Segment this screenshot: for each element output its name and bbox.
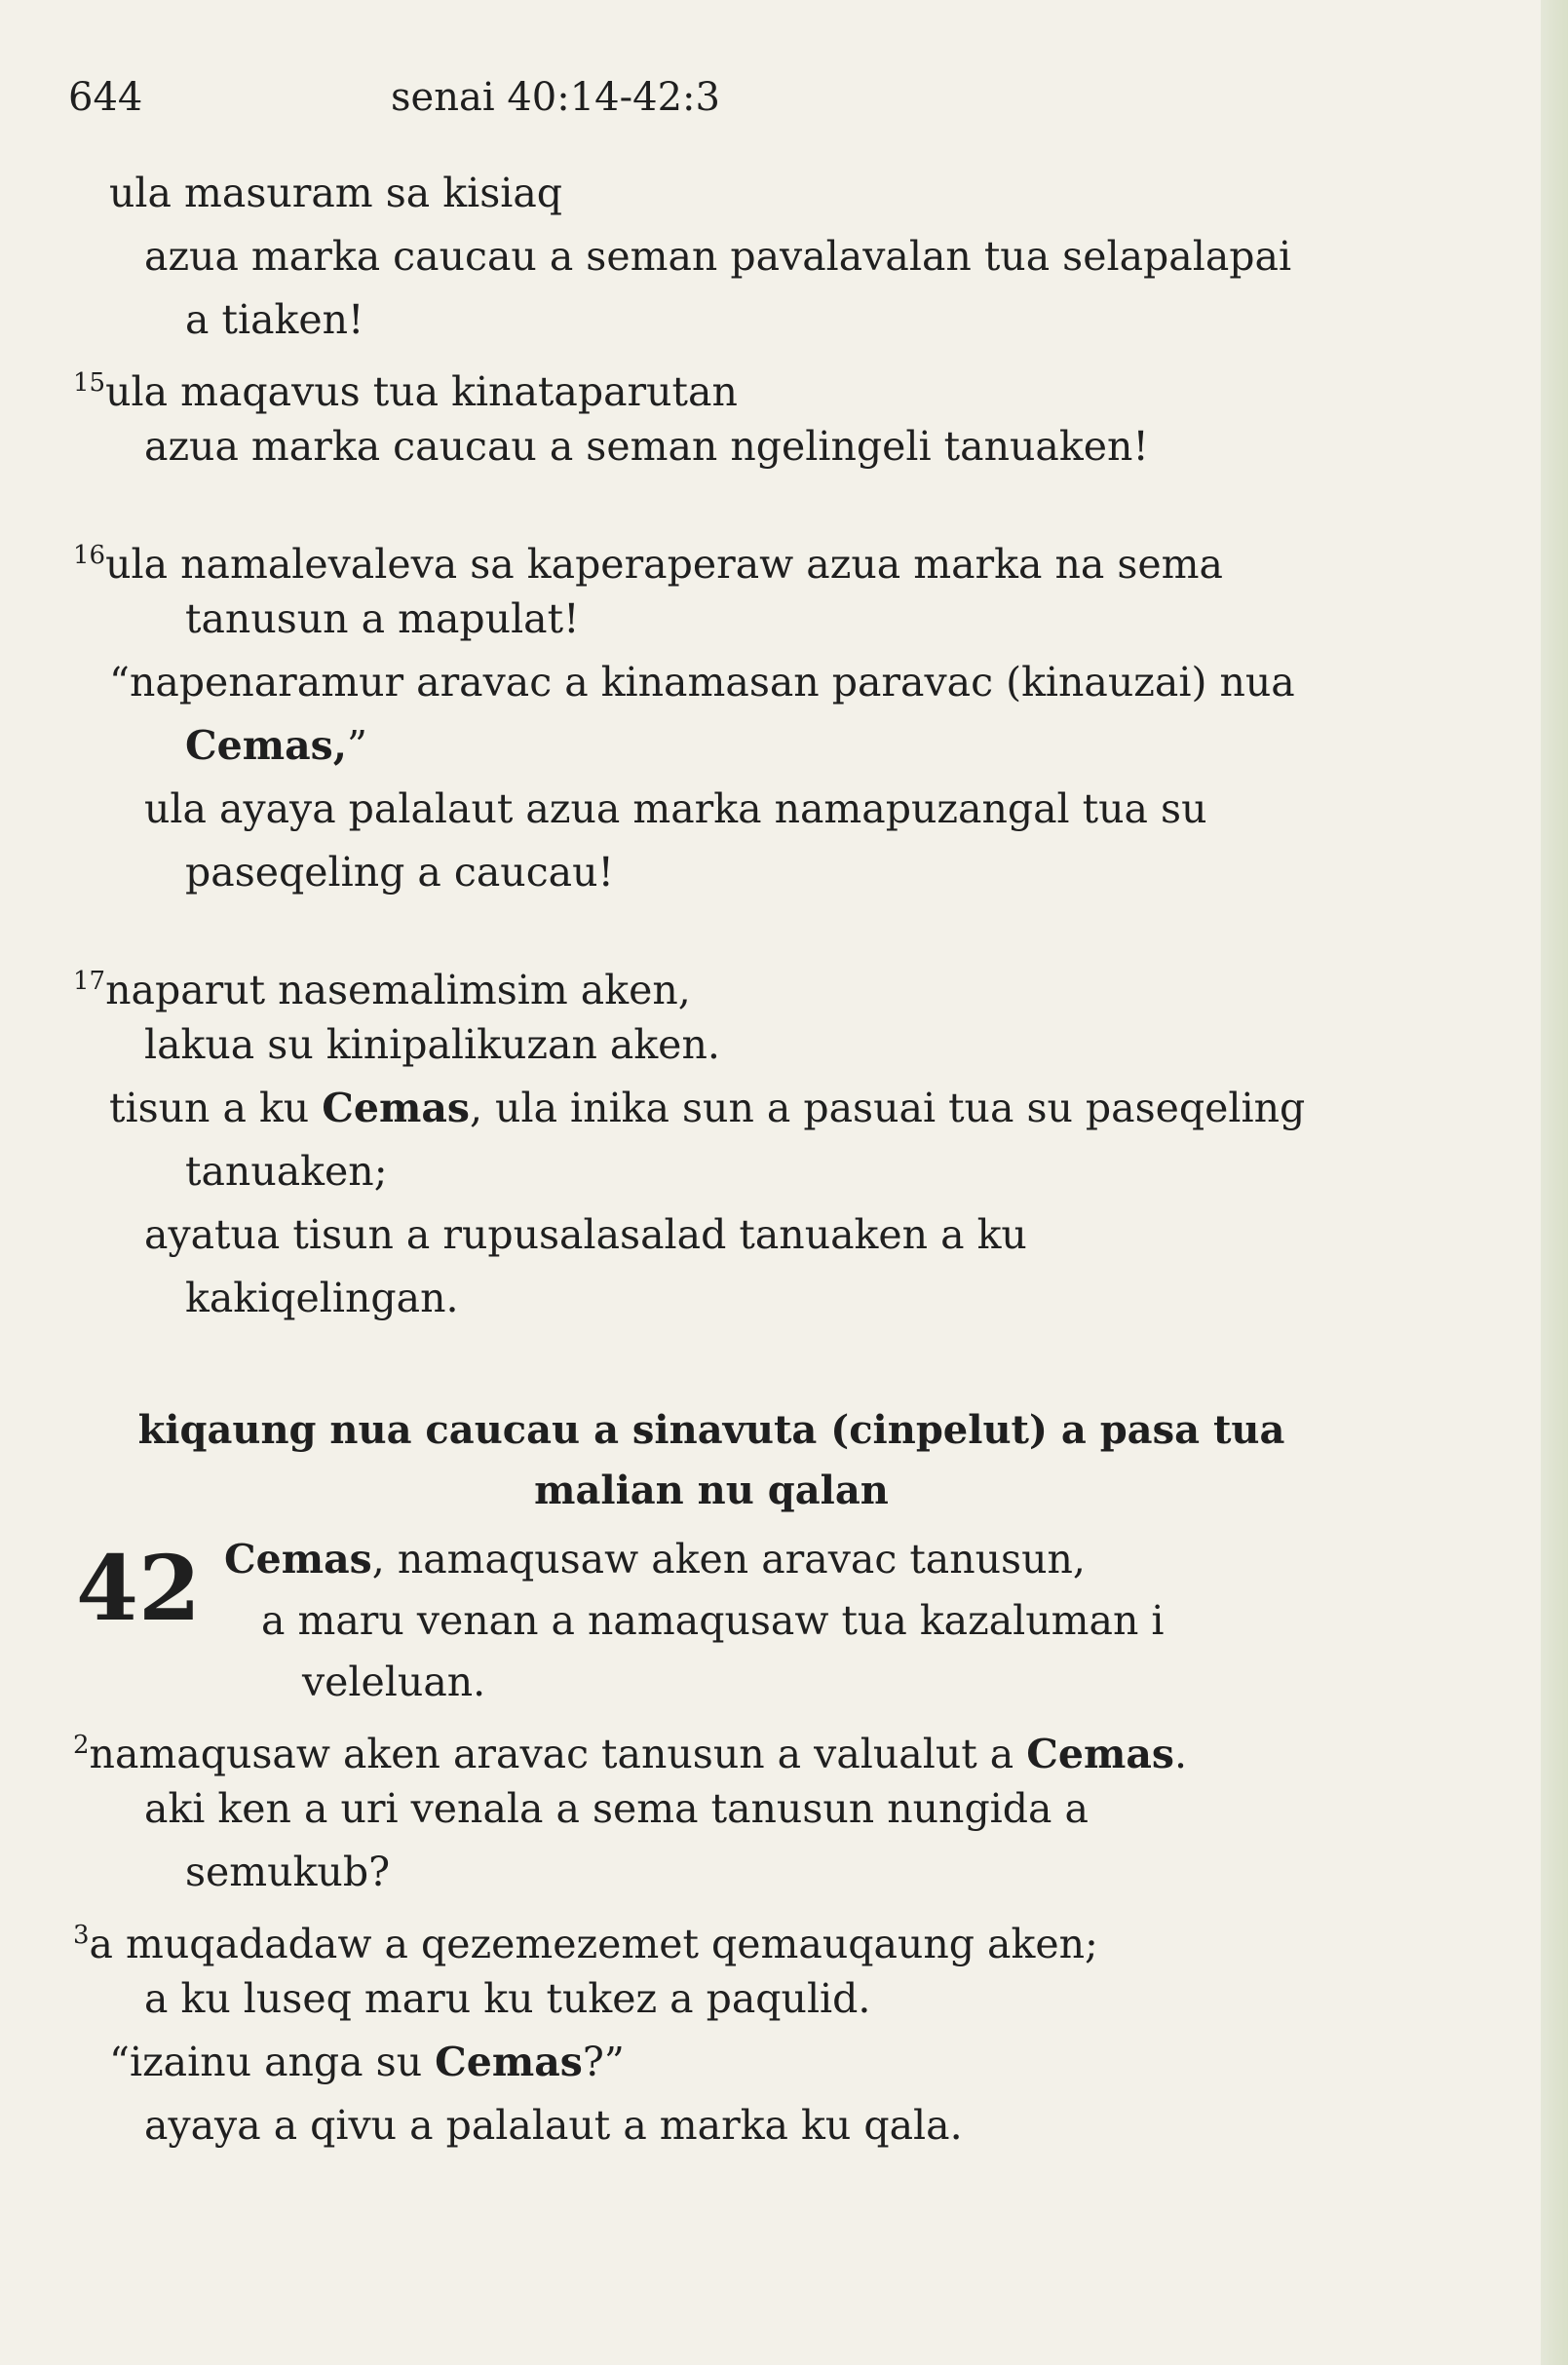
verse-17-line-1: $^{17}$naparut nasemalimsim aken, <box>73 967 691 1013</box>
page-header <box>68 68 1491 127</box>
verse-15-line-1: $^{15}$ula maqavus tua kinataparutan <box>73 368 738 415</box>
verse-16-line-3: “napenaramur aravac a kinamasan paravac (kinauzai) nua <box>109 659 1295 706</box>
page-edge <box>1541 0 1568 2365</box>
section-title-line-2: malian nu qalan <box>534 1468 889 1513</box>
section-title-line-1: kiqaung nua caucau a sinavuta (cinpelut) a pasa tua <box>137 1407 1285 1453</box>
verse-15-line-2: azua marka caucau a seman ngelingeli tanuaken! <box>144 423 1149 470</box>
page-number: 644 <box>68 75 143 120</box>
verse-17-line-6: kakiqelingan. <box>185 1275 459 1321</box>
verse-number: 15 <box>73 368 106 398</box>
verse-17-line-4: tanuaken; <box>185 1148 388 1195</box>
verse-14-line-1: ula masuram sa kisiaq <box>109 170 563 216</box>
verse-14-line-2: azua marka caucau a seman pavalavalan tua selapalapai <box>144 233 1292 280</box>
verse-16-line-6: paseqeling a caucau! <box>185 849 614 896</box>
chapter-42-verse-1-line-3: veleluan. <box>302 1659 486 1705</box>
verse-number: 2 <box>73 1731 90 1760</box>
verse-17-line-2: lakua su kinipalikuzan aken. <box>144 1021 720 1068</box>
verse-2-line-3: semukub? <box>185 1849 391 1895</box>
verse-number: 3 <box>73 1921 90 1950</box>
chapter-42-verse-1-line-1: Cemas, namaqusaw aken aravac tanusun, <box>224 1536 1086 1583</box>
verse-17-line-3: tisun a ku Cemas, ula inika sun a pasuai tua su paseqeling <box>109 1085 1306 1131</box>
verse-2-line-1: $^2$namaqusaw aken aravac tanusun a valualut a Cemas. <box>73 1731 1188 1777</box>
verse-16-line-2: tanusun a mapulat! <box>185 595 580 642</box>
verse-3-line-4: ayaya a qivu a palalaut a marka ku qala. <box>144 2102 963 2149</box>
verse-number: 16 <box>73 541 106 570</box>
verse-16-line-5: ula ayaya palalaut azua marka namapuzangal tua su <box>144 785 1207 832</box>
verse-number: 17 <box>73 967 106 996</box>
verse-3-line-3: “izainu anga su Cemas?” <box>109 2039 625 2085</box>
chapter-number: 42 <box>76 1536 202 1641</box>
running-head: senai 40:14-42:3 <box>391 75 720 120</box>
verse-2-line-2: aki ken a uri venala a sema tanusun nungida a <box>144 1785 1089 1832</box>
verse-3-line-1: $^3$a muqadadaw a qezemezemet qemauqaung aken; <box>73 1921 1098 1967</box>
verse-3-line-2: a ku luseq maru ku tukez a paqulid. <box>144 1975 871 2022</box>
verse-16-line-1: $^{16}$ula namalevaleva sa kaperaperaw azua marka na sema <box>73 541 1223 588</box>
verse-16-line-4: Cemas,” <box>185 722 367 769</box>
verse-14-line-3: a tiaken! <box>185 296 364 343</box>
verse-17-line-5: ayatua tisun a rupusalasalad tanuaken a ku <box>144 1211 1027 1258</box>
chapter-42-verse-1-line-2: a maru venan a namaqusaw tua kazaluman i <box>261 1597 1165 1644</box>
